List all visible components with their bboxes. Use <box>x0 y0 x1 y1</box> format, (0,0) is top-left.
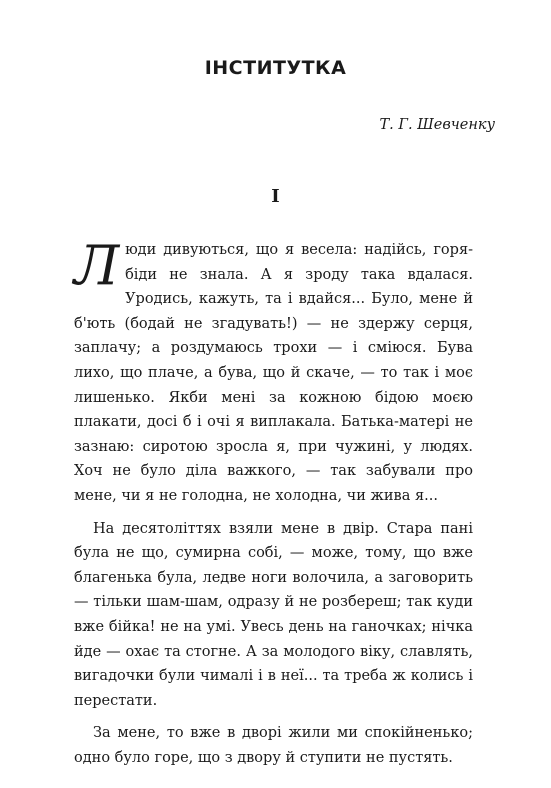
body-text <box>74 234 473 770</box>
drop-cap: Л <box>74 234 120 297</box>
paragraph-3: За мене, то вже в дворі жили ми спокійненько; одно було горе, що з двору й ступити не пустять. <box>74 725 473 766</box>
chapter-number: І <box>271 186 280 207</box>
paragraph-2: На десятоліттях взяли мене в двір. Стара пані була не що, сумирна собі, — може, тому, що вже благенька була, ледве ноги волочила, а заговорить — тільки шам-шам, одразу й не розбереш; так куди вже бійка! не на умі. Увесь день на ганочках; нічка йде — охає та стогне. А за молодого віку, славлять, вигадочки були чималі і в неї... та треба ж колись і перестати. <box>74 520 473 709</box>
dedication: Т. Г. Шевченку <box>379 117 495 133</box>
paragraph-1-text: юди дивуються, що я весела: надійсь, горя-біди не знала. А я зроду така вдалася. Уродись, кажуть, та і вдайся... Було, мене й б'ють (бодай не згадувать!) — не здержу серця, заплачу; а роздумаюсь трохи — і сміюся. Бува лихо, що плаче, а бува, що й скаче, — то так і моє лишенько. Якби мені за кожною бідою моєю плакати, досі б і очі я виплакала. Батька-матері не зазнаю: сиротою зросла я, при чужині, у людях. Хоч не було діла важкого, — так забували про мене, чи я не голодна, не холодна, чи жива я... <box>74 242 473 504</box>
story-title: ІНСТИТУТКА <box>204 57 347 79</box>
paragraph-1 <box>74 234 473 509</box>
